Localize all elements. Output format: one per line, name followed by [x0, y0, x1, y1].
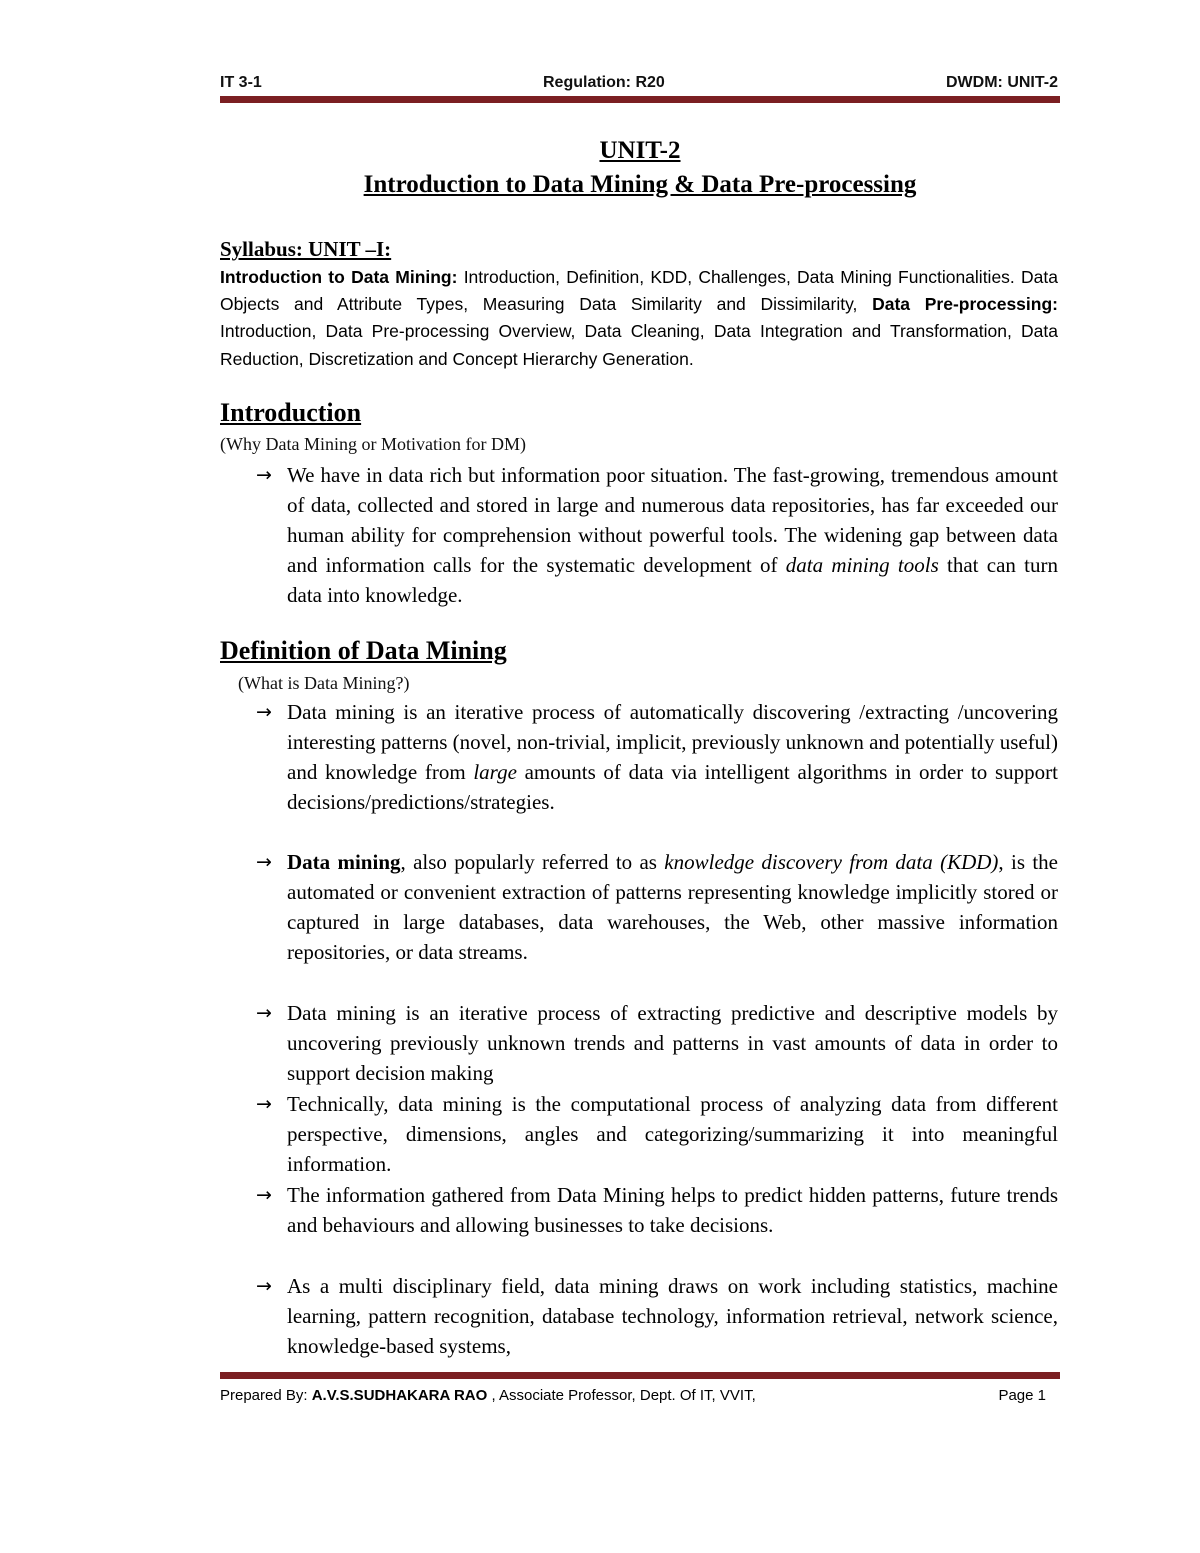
bullet-text: We have in data rich but information poor situation. The fast-growing, tremendous amount of data, collected and stored in large and numerous data repositories, has far exceeded our human ability for comprehension without powerful tools. The widening gap between data and information calls for the systematic development of data mining tools that can turn data into knowledge. — [287, 463, 1058, 607]
introduction-heading: Introduction — [220, 398, 362, 427]
syllabus-heading: Syllabus: UNIT –I: — [220, 237, 392, 261]
syllabus-part1-label: Introduction to Data Mining: — [220, 267, 458, 287]
syllabus-part2-label: Data Pre-processing: — [872, 294, 1058, 315]
page-header — [220, 74, 1058, 92]
title-topic: Introduction to Data Mining & Data Pre-processing — [363, 171, 917, 198]
header-rule — [220, 96, 1060, 103]
syllabus-part1-text: Introduction, Definition, KDD, Challenges, Data Mining Functionalities. Data Objects and Attribute Types, Measuring Data Similarity and Dissimilarity, — [220, 267, 1058, 315]
arrow-icon: → — [256, 1184, 272, 1206]
definition-bullet-2 — [256, 847, 1058, 967]
bullet-text: Data mining is an iterative process of automatically discovering /extracting /uncovering interesting patterns (novel, non-trivial, implicit, previously unknown and potentially useful) and knowledge from large amounts of data via intelligent algorithms in order to support decisions/predictions/strategies. — [287, 700, 1059, 814]
bullet-text: Data mining is an iterative process of extracting predictive and descriptive models by uncovering previously unknown trends and patterns in vast amounts of data in order to support decision making — [287, 1001, 1058, 1085]
definition-bullet-3 — [256, 998, 1058, 1088]
header-left: IT 3-1 — [220, 74, 262, 91]
bullet-text: As a multi disciplinary field, data mining draws on work including statistics, machine learning, pattern recognition, database technology, information retrieval, network science, knowledge-based systems, — [287, 1274, 1058, 1358]
bullet-text: Technically, data mining is the computational process of analyzing data from different perspective, dimensions, angles and categorizing/summarizing it into meaningful information. — [287, 1092, 1058, 1176]
definition-heading: Definition of Data Mining — [220, 636, 507, 665]
arrow-icon: → — [256, 851, 272, 873]
introduction-subtitle: (Why Data Mining or Motivation for DM) — [220, 434, 526, 454]
bullet-text: Data mining, also popularly referred to as knowledge discovery from data (KDD), is the automated or convenient extraction of patterns representing knowledge implicitly stored or captured in large databases, data warehouses, the Web, other massive information repositories, or data streams. — [287, 850, 1058, 964]
footer-credit: Prepared By: A.V.S.SUDHAKARA RAO , Associate Professor, Dept. Of IT, VVIT, — [220, 1387, 756, 1404]
title-unit: UNIT-2 — [599, 137, 681, 164]
arrow-icon: → — [256, 1275, 272, 1297]
page-footer — [220, 1387, 1046, 1404]
header-right: DWDM: UNIT-2 — [946, 74, 1058, 91]
syllabus-part2-text: Introduction, Data Pre-processing Overview, Data Cleaning, Data Integration and Transformation, Data Reduction, Discretization and Concept Hierarchy Generation. — [220, 321, 1058, 369]
definition-bullet-6 — [256, 1271, 1058, 1361]
arrow-icon: → — [256, 1093, 272, 1115]
header-center: Regulation: R20 — [543, 74, 665, 91]
definition-bullet-1 — [256, 697, 1058, 817]
footer-rule — [220, 1372, 1060, 1379]
definition-bullet-5 — [256, 1180, 1058, 1240]
arrow-icon: → — [256, 464, 272, 486]
bullet-text: The information gathered from Data Mining helps to predict hidden patterns, future trends and behaviours and allowing businesses to take decisions. — [287, 1183, 1058, 1237]
definition-bullet-4 — [256, 1089, 1058, 1179]
syllabus-body — [220, 264, 1058, 373]
arrow-icon: → — [256, 1002, 272, 1024]
introduction-bullet — [256, 460, 1058, 610]
page-number: Page 1 — [998, 1387, 1046, 1404]
definition-subtitle: (What is Data Mining?) — [238, 673, 410, 693]
arrow-icon: → — [256, 701, 272, 723]
document-title — [220, 134, 1060, 202]
